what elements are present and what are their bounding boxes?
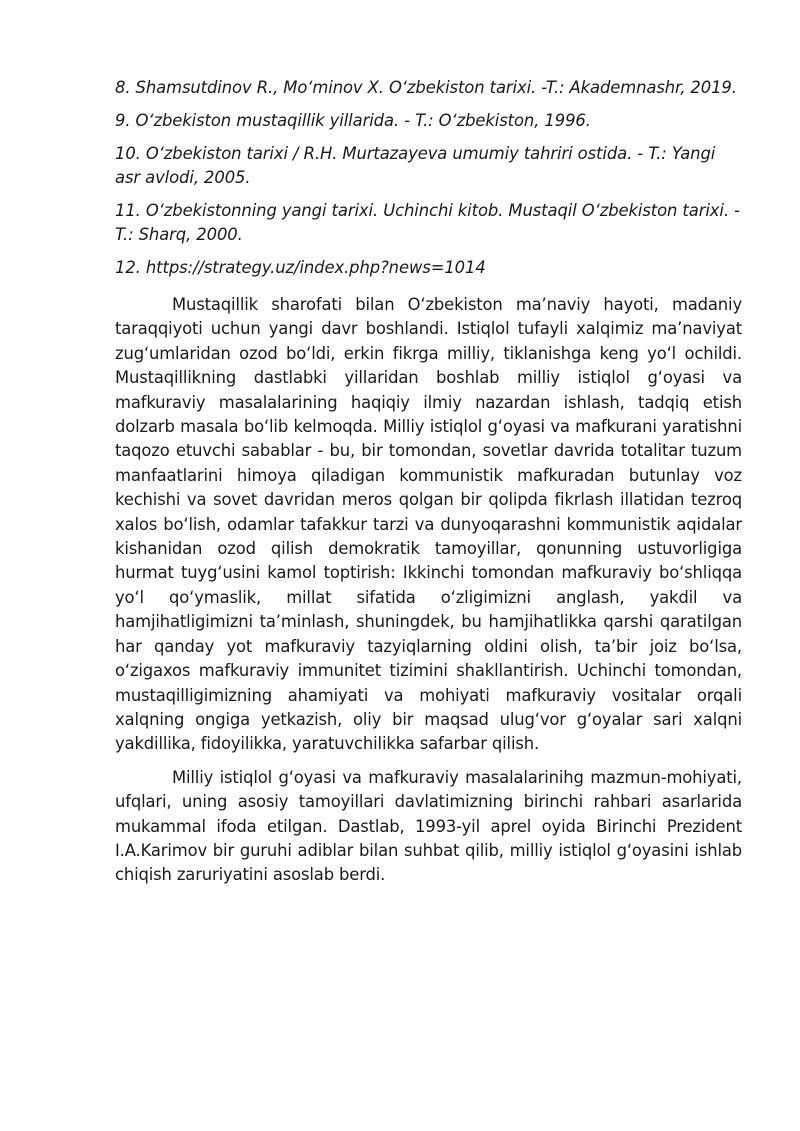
reference-item-10: 10. O‘zbekiston tarixi / R.H. Murtazayeva umumiy tahriri ostida. - T.: Yangi asr avlodi, 2005. [115, 144, 716, 187]
reference-item-8: 8. Shamsutdinov R., Mo‘minov X. O‘zbekiston tarixi. -T.: Akademnashr, 2019. [115, 78, 737, 97]
reference-item-11: 11. O‘zbekistonning yangi tarixi. Uchinchi kitob. Mustaqil O‘zbekiston tarixi. - T.: Sharq, 2000. [115, 201, 740, 244]
paragraph-1: Mustaqillik sharofati bilan O‘zbekiston ma’naviy hayoti, madaniy taraqqiyoti uchun yangi davr boshlandi. Istiqlol tufayli xalqimiz ma’naviyat zug‘umlaridan ozod bo‘ldi, erkin fikrga milliy, tiklanishga keng yo‘l ochildi. Mustaqillikning dastlabki yillaridan boshlab milliy istiqlol g‘oyasi va mafkuraviy masalalarining haqiqiy ilmiy nazardan ishlash, tadqiq etish dolzarb masala bo‘lib kelmoqda. Milliy istiqlol g‘oyasi va mafkurani yaratishni taqozo etuvchi sabablar - bu, bir tomondan, sovetlar davrida totalitar tuzum manfaatlarini himoya qiladigan kommunistik mafkuradan butunlay voz kechishi va sovet davridan meros qolgan bir qolipda fikrlash illatidan tezroq xalos bo‘lish, odamlar tafakkur tarzi va dunyoqarashni kommunistik aqidalar kishanidan ozod qilish demokratik tamoyillar, qonunning ustuvorligiga hurmat tuyg‘usini kamol toptirish: Ikkinchi tomondan mafkuraviy bo‘shliqqa yo‘l qo‘ymaslik, millat sifatida o‘zligimizni anglash, yakdil va hamjihatligimizni ta’minlash, shuningdek, bu hamjihatlikka qarshi qaratilgan har qanday yot mafkuraviy tazyiqlarning oldini olish, ta’bir joiz bo‘lsa, o‘zigaxos mafkuraviy immunitet tizimini shakllantirish. Uchinchi tomondan, mustaqilligimizning ahamiyati va mohiyati mafkuraviy vositalar orqali xalqning ongiga yetkazish, oliy bir maqsad ulug‘vor g‘oyalar sari xalqni yakdillika, fidoyilikka, yaratuvchilikka safarbar qilish. [115, 295, 742, 754]
paragraph-2: Milliy istiqlol g‘oyasi va mafkuraviy masalalarinihg mazmun-mohiyati, ufqlari, uning asosiy tamoyillari davlatimizning birinchi rahbari asarlarida mukammal ifoda etilgan. Dastlab, 1993-yil aprel oyida Birinchi Prezident I.A.Karimov bir guruhi adiblar bilan suhbat qilib, milliy istiqlol g‘oyasini ishlab chiqish zaruriyatini asoslab berdi. [115, 767, 742, 885]
reference-list [115, 76, 742, 280]
reference-item-9: 9. O‘zbekiston mustaqillik yillarida. - T.: O‘zbekiston, 1996. [115, 111, 591, 130]
document-page [115, 76, 742, 897]
reference-item-12: 12. https://strategy.uz/index.php?news=1014 [115, 258, 486, 277]
body-text [115, 293, 742, 888]
